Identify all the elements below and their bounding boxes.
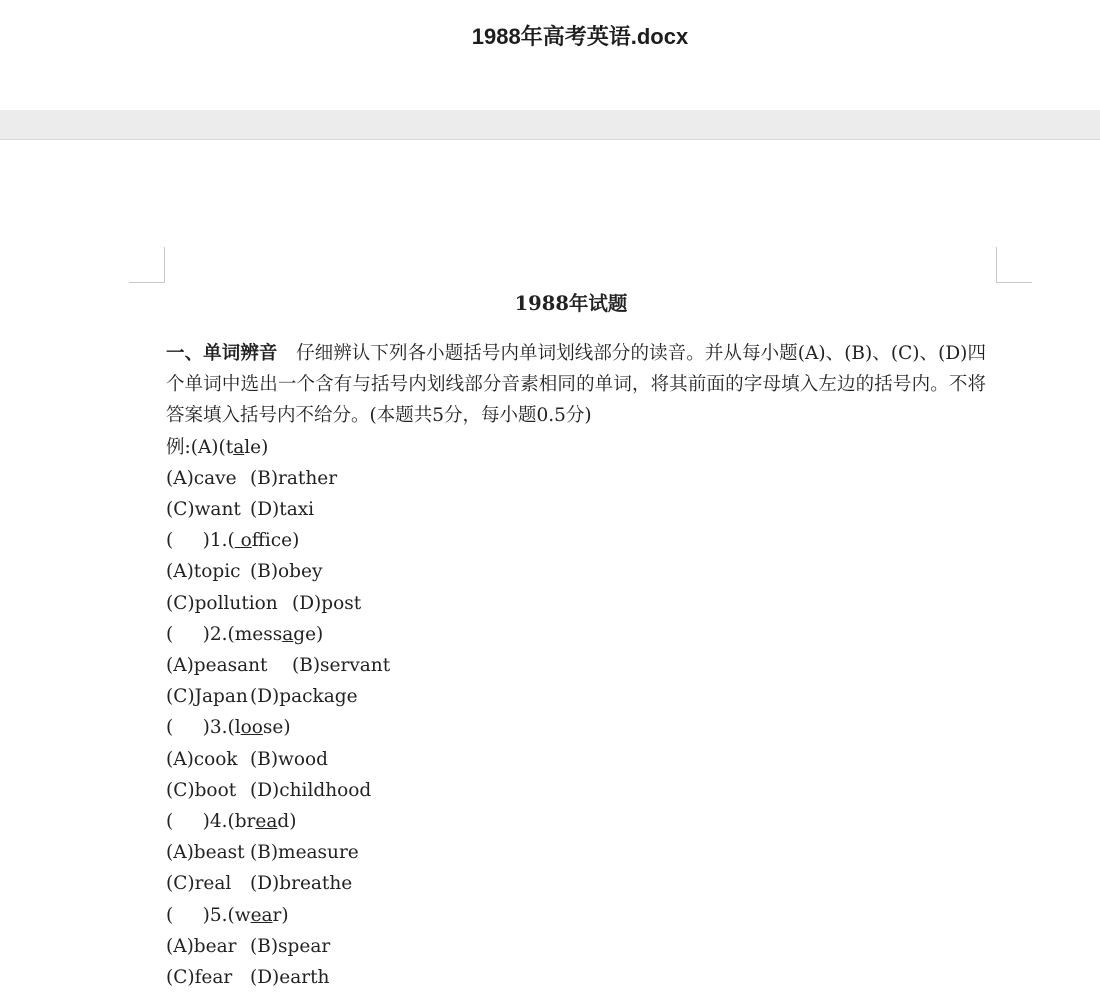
example-options-row (166, 494, 986, 525)
options-row (166, 775, 986, 806)
option-a: (A)bear (166, 935, 237, 957)
question-number: ( )3.( (166, 717, 235, 739)
option-c: (C)fear (166, 967, 233, 989)
question-word-post: ge) (293, 623, 324, 645)
option-a: (A)topic (166, 561, 241, 583)
option-b: (B)spear (250, 935, 331, 957)
example-word-post: le) (244, 436, 269, 458)
document-title: 1988年高考英语.docx (471, 24, 689, 49)
question-number: ( )1.( (166, 530, 235, 552)
question-word-post: r) (272, 904, 289, 926)
example-word-underlined: a (233, 436, 245, 458)
document-page (0, 140, 1100, 990)
question-word-post: se) (262, 717, 291, 739)
option-b: (B)measure (250, 842, 359, 864)
options-row (166, 650, 986, 681)
example-prefix: 例:(A)( (166, 436, 226, 458)
question-word-pre: br (234, 811, 256, 833)
question-line (166, 525, 986, 556)
question-word-underlined: o (234, 530, 252, 552)
part1-intro (166, 338, 986, 432)
option-a: (A)beast (166, 842, 245, 864)
example-line (166, 432, 986, 463)
section-title: 1988年试题 (514, 292, 628, 315)
option-a: (A)peasant (166, 655, 268, 677)
example-word-pre: t (225, 436, 234, 458)
options-row (166, 931, 986, 962)
toolbar-separator (0, 110, 1100, 140)
question-word-underlined: ea (250, 904, 273, 926)
option-d: (D)taxi (250, 499, 315, 521)
option-d: (D)childhood (250, 779, 372, 801)
option-d: (D)post (292, 592, 362, 614)
option-b: (B)servant (292, 655, 391, 677)
option-c: (C)boot (166, 779, 237, 801)
question-word-underlined: oo (240, 717, 263, 739)
question-word-underlined: ea (255, 811, 278, 833)
option-a: (A)cook (166, 748, 238, 770)
part1-instructions: 仔细辨认下列各小题括号内单词划线部分的读音。并从每小题(A)、(B)、(C)、(D)四个单词中选出一个含有与括号内划线部分音素相同的单词，将其前面的字母填入左边的括号内。不将答案填入括号内不给分。(本题共5分，每小题0.5分) (166, 343, 986, 427)
document-content (166, 288, 986, 993)
crop-mark-top-right (996, 247, 1032, 283)
option-c: (C)real (166, 873, 232, 895)
question-word-pre: l (234, 717, 241, 739)
options-row (166, 868, 986, 899)
options-row (166, 681, 986, 712)
option-c: (C)pollution (166, 592, 278, 614)
question-line (166, 806, 986, 837)
part1-heading: 一、单词辨音 (166, 343, 278, 364)
question-line (166, 712, 986, 743)
option-d: (D)package (250, 686, 358, 708)
document-header (0, 0, 1100, 110)
question-number: ( )2.( (166, 623, 235, 645)
question-word-underlined: a (282, 623, 294, 645)
question-number: ( )5.( (166, 904, 235, 926)
option-b: (B)rather (250, 467, 338, 489)
question-word-pre: w (234, 904, 251, 926)
option-c: (C)want (166, 499, 241, 521)
option-b: (B)obey (250, 561, 323, 583)
question-word-post: ffice) (251, 530, 300, 552)
crop-mark-top-left (129, 247, 165, 283)
options-row (166, 837, 986, 868)
question-number: ( )4.( (166, 811, 235, 833)
option-a: (A)cave (166, 467, 237, 489)
question-word-pre: mess (234, 623, 283, 645)
question-line (166, 900, 986, 931)
options-row (166, 744, 986, 775)
options-row (166, 588, 986, 619)
example-options-row (166, 463, 986, 494)
question-line (166, 619, 986, 650)
option-d: (D)earth (250, 967, 330, 989)
option-c: (C)Japan (166, 686, 248, 708)
option-d: (D)breathe (250, 873, 353, 895)
option-b: (B)wood (250, 748, 328, 770)
options-row (166, 962, 986, 993)
question-word-post: d) (277, 811, 297, 833)
options-row (166, 556, 986, 587)
